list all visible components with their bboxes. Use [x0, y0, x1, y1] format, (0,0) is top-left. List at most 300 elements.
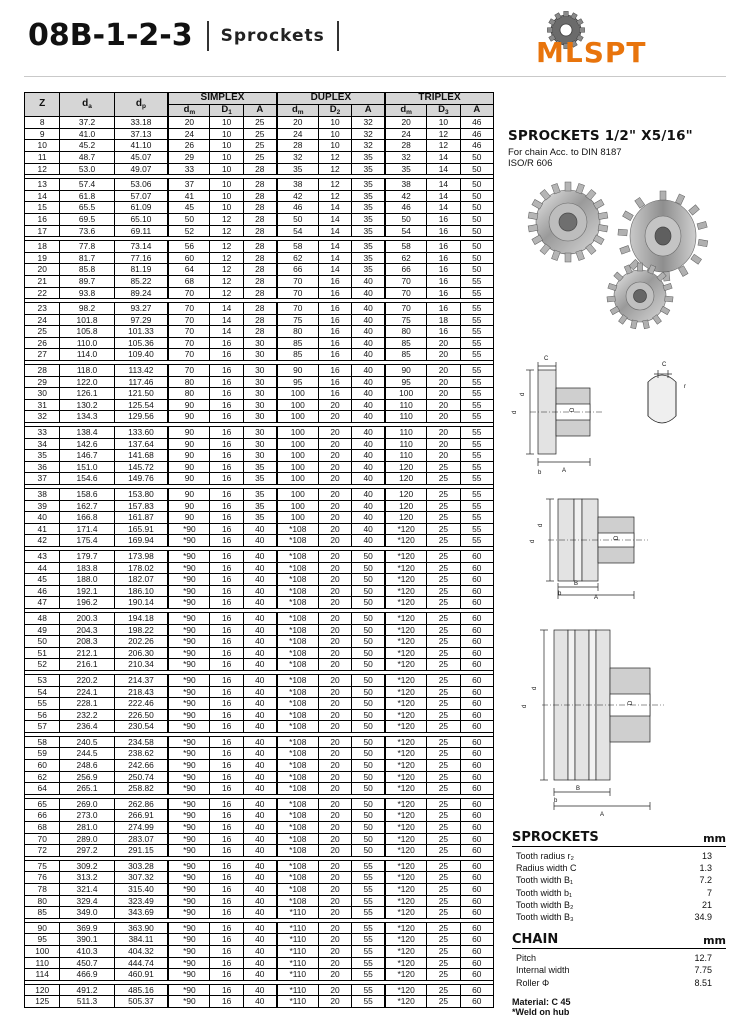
chain-spec-row-label: Roller Φ — [516, 977, 550, 988]
table-row — [25, 303, 494, 315]
label-D-1: D — [570, 407, 576, 412]
table-row — [25, 969, 494, 981]
cell-dp: 125.54 — [114, 399, 168, 411]
cell-a-triplex: 55 — [460, 489, 493, 501]
cell-dp: 291.15 — [114, 845, 168, 857]
cell-d2: 10 — [318, 128, 351, 140]
cell-a-triplex: 55 — [460, 365, 493, 377]
cell-dm-duplex: 20 — [277, 117, 319, 129]
cell-da: 183.8 — [60, 562, 114, 574]
cell-a-simplex: 40 — [243, 698, 276, 710]
table-row — [25, 612, 494, 624]
cell-a-duplex: 50 — [352, 674, 385, 686]
label-b1-1: b — [538, 470, 542, 476]
cell-dp: 222.46 — [114, 698, 168, 710]
table-row — [25, 798, 494, 810]
table-row — [25, 252, 494, 264]
cell-a-triplex: 55 — [460, 461, 493, 473]
cell-dp: 97.29 — [114, 314, 168, 326]
cell-dp: 149.76 — [114, 473, 168, 485]
cell-d3: 25 — [427, 698, 460, 710]
cell-da: 349.0 — [60, 907, 114, 919]
cell-dp: 169.94 — [114, 535, 168, 547]
cell-a-simplex: 28 — [243, 163, 276, 175]
cell-d3: 20 — [427, 376, 460, 388]
cell-dm-duplex: *108 — [277, 884, 319, 896]
label-dp-3: d — [532, 686, 538, 690]
cell-da: 98.2 — [60, 303, 114, 315]
table-row — [25, 597, 494, 609]
cell-d3: 25 — [427, 798, 460, 810]
cell-da: 297.2 — [60, 845, 114, 857]
cell-dp: 210.34 — [114, 659, 168, 671]
cell-d3: 18 — [427, 314, 460, 326]
cell-a-triplex: 55 — [460, 388, 493, 400]
cell-a-duplex: 35 — [352, 213, 385, 225]
cell-z: 9 — [25, 128, 60, 140]
cell-d2: 20 — [318, 473, 351, 485]
sprocket-spec-row-value: 7.2 — [699, 875, 712, 886]
cell-dm-simplex: *90 — [168, 674, 210, 686]
cell-a-simplex: 35 — [243, 461, 276, 473]
logo-wordmark: MLSPT — [536, 36, 647, 69]
cell-da: 126.1 — [60, 388, 114, 400]
cell-dm-duplex: *108 — [277, 624, 319, 636]
label-b1-2: b — [558, 591, 562, 597]
cell-dm-duplex: *110 — [277, 984, 319, 996]
cell-d3: 25 — [427, 523, 460, 535]
cell-a-triplex: 60 — [460, 760, 493, 772]
cell-z: 85 — [25, 907, 60, 919]
cell-d3: 25 — [427, 996, 460, 1008]
label-da-2: d — [530, 539, 536, 543]
cell-a-duplex: 40 — [352, 427, 385, 439]
label-dp-2: d — [538, 523, 544, 527]
table-row — [25, 872, 494, 884]
cell-a-duplex: 50 — [352, 562, 385, 574]
cell-d1: 16 — [210, 895, 243, 907]
cell-dm-triplex: 24 — [385, 128, 427, 140]
cell-dm-simplex: *90 — [168, 957, 210, 969]
cell-dm-duplex: *108 — [277, 760, 319, 772]
cell-a-triplex: 50 — [460, 213, 493, 225]
col-header-dm-duplex: $d_m$ — [277, 104, 319, 117]
cell-dm-triplex: *120 — [385, 597, 427, 609]
cell-d2: 12 — [318, 190, 351, 202]
table-head — [25, 93, 494, 117]
cell-a-duplex: 35 — [352, 264, 385, 276]
cell-a-triplex: 50 — [460, 163, 493, 175]
cell-da: 269.0 — [60, 798, 114, 810]
cell-da: 93.8 — [60, 287, 114, 299]
cell-z: 44 — [25, 562, 60, 574]
cell-dm-simplex: *90 — [168, 907, 210, 919]
table-row — [25, 202, 494, 214]
cell-a-duplex: 50 — [352, 647, 385, 659]
cell-a-triplex: 60 — [460, 721, 493, 733]
cell-dp: 198.22 — [114, 624, 168, 636]
cell-dm-simplex: *90 — [168, 612, 210, 624]
cell-d2: 20 — [318, 411, 351, 423]
cell-dm-duplex: *108 — [277, 647, 319, 659]
cell-d1: 16 — [210, 597, 243, 609]
cell-dm-duplex: 90 — [277, 365, 319, 377]
cell-dp: 105.36 — [114, 337, 168, 349]
cell-d2: 20 — [318, 872, 351, 884]
cell-dm-triplex: 75 — [385, 314, 427, 326]
cell-dm-duplex: *108 — [277, 860, 319, 872]
cell-dm-simplex: 70 — [168, 349, 210, 361]
cell-da: 192.1 — [60, 585, 114, 597]
cell-d3: 25 — [427, 810, 460, 822]
cell-dp: 37.13 — [114, 128, 168, 140]
cell-dm-duplex: 32 — [277, 151, 319, 163]
cell-a-duplex: 50 — [352, 624, 385, 636]
label-dp-1: d — [520, 392, 526, 396]
cell-d3: 16 — [427, 275, 460, 287]
cell-da: 41.0 — [60, 128, 114, 140]
cell-a-duplex: 32 — [352, 140, 385, 152]
cell-d3: 16 — [427, 241, 460, 253]
cell-d3: 25 — [427, 783, 460, 795]
cell-dm-duplex: *108 — [277, 822, 319, 834]
col-header-dm-simplex: $d_m$ — [168, 104, 210, 117]
cell-d2: 20 — [318, 438, 351, 450]
cell-dm-duplex: 100 — [277, 473, 319, 485]
cell-dp: 45.07 — [114, 151, 168, 163]
cell-d2: 20 — [318, 709, 351, 721]
cell-dp: 505.37 — [114, 996, 168, 1008]
cell-dm-simplex: *90 — [168, 872, 210, 884]
cell-d1: 16 — [210, 523, 243, 535]
cell-dm-triplex: *120 — [385, 748, 427, 760]
cell-z: 62 — [25, 771, 60, 783]
cell-d1: 12 — [210, 241, 243, 253]
cell-a-simplex: 40 — [243, 845, 276, 857]
cell-a-duplex: 40 — [352, 275, 385, 287]
cell-dm-duplex: *110 — [277, 969, 319, 981]
cell-a-triplex: 60 — [460, 996, 493, 1008]
chain-spec-row-value: 7.75 — [694, 965, 712, 976]
cell-a-duplex: 55 — [352, 860, 385, 872]
cell-d2: 20 — [318, 810, 351, 822]
cell-a-duplex: 55 — [352, 884, 385, 896]
cell-dp: 81.19 — [114, 264, 168, 276]
cell-dm-simplex: *90 — [168, 969, 210, 981]
cell-a-simplex: 35 — [243, 473, 276, 485]
cell-d2: 16 — [318, 326, 351, 338]
cell-d2: 20 — [318, 721, 351, 733]
cell-dp: 485.16 — [114, 984, 168, 996]
cell-dp: 242.66 — [114, 760, 168, 772]
cell-dm-simplex: 90 — [168, 512, 210, 524]
cell-d3: 25 — [427, 636, 460, 648]
cell-dm-triplex: 70 — [385, 287, 427, 299]
cell-d1: 16 — [210, 822, 243, 834]
cell-dm-triplex: 120 — [385, 461, 427, 473]
cell-dm-simplex: *90 — [168, 833, 210, 845]
cell-d1: 12 — [210, 225, 243, 237]
cell-a-triplex: 46 — [460, 128, 493, 140]
cell-d3: 25 — [427, 489, 460, 501]
cell-a-triplex: 55 — [460, 411, 493, 423]
table-row — [25, 225, 494, 237]
cell-a-triplex: 60 — [460, 884, 493, 896]
cell-d3: 25 — [427, 872, 460, 884]
cell-d1: 16 — [210, 721, 243, 733]
cell-a-simplex: 40 — [243, 686, 276, 698]
cell-z: 57 — [25, 721, 60, 733]
cell-d2: 12 — [318, 163, 351, 175]
cell-dm-simplex: 70 — [168, 314, 210, 326]
cell-d1: 16 — [210, 512, 243, 524]
drawing-simplex-section — [508, 352, 730, 477]
cell-dm-duplex: 100 — [277, 399, 319, 411]
cell-d1: 16 — [210, 624, 243, 636]
cell-dm-simplex: *90 — [168, 810, 210, 822]
cell-da: 224.1 — [60, 686, 114, 698]
cell-dp: 133.60 — [114, 427, 168, 439]
cell-z: 100 — [25, 945, 60, 957]
sprocket-spec-row-value: 34.9 — [694, 912, 712, 923]
cell-a-duplex: 50 — [352, 798, 385, 810]
cell-a-triplex: 60 — [460, 872, 493, 884]
cell-d1: 16 — [210, 612, 243, 624]
cell-dm-triplex: *120 — [385, 822, 427, 834]
cell-d3: 25 — [427, 957, 460, 969]
table-row — [25, 264, 494, 276]
cell-da: 61.8 — [60, 190, 114, 202]
cell-d1: 10 — [210, 128, 243, 140]
cell-z: 72 — [25, 845, 60, 857]
cell-dm-duplex: *108 — [277, 659, 319, 671]
cell-a-duplex: 50 — [352, 659, 385, 671]
col-header-da: $d_a$ — [60, 93, 114, 117]
cell-da: 101.8 — [60, 314, 114, 326]
cell-dm-simplex: *90 — [168, 945, 210, 957]
cell-dm-simplex: 60 — [168, 252, 210, 264]
cell-dp: 49.07 — [114, 163, 168, 175]
cell-d2: 20 — [318, 996, 351, 1008]
cell-d1: 16 — [210, 833, 243, 845]
cell-dm-simplex: *90 — [168, 996, 210, 1008]
cell-d1: 12 — [210, 213, 243, 225]
cell-d3: 25 — [427, 550, 460, 562]
cell-a-duplex: 35 — [352, 202, 385, 214]
cell-dm-triplex: 100 — [385, 388, 427, 400]
cell-dp: 274.99 — [114, 822, 168, 834]
cell-dp: 153.80 — [114, 489, 168, 501]
sprocket-spec-row-value: 21 — [701, 899, 712, 910]
cell-dm-duplex: 100 — [277, 500, 319, 512]
cell-d3: 25 — [427, 562, 460, 574]
cell-a-triplex: 60 — [460, 984, 493, 996]
cell-z: 75 — [25, 860, 60, 872]
cell-da: 69.5 — [60, 213, 114, 225]
cell-dm-simplex: *90 — [168, 845, 210, 857]
cell-a-simplex: 40 — [243, 957, 276, 969]
cell-z: 27 — [25, 349, 60, 361]
cell-a-simplex: 30 — [243, 438, 276, 450]
cell-d2: 20 — [318, 512, 351, 524]
cell-da: 146.7 — [60, 450, 114, 462]
cell-d1: 16 — [210, 562, 243, 574]
cell-a-simplex: 40 — [243, 624, 276, 636]
cell-d3: 25 — [427, 907, 460, 919]
cell-a-triplex: 60 — [460, 550, 493, 562]
cell-a-triplex: 60 — [460, 845, 493, 857]
table-row — [25, 438, 494, 450]
cell-z: 90 — [25, 922, 60, 934]
label-D2-1: D — [614, 535, 620, 540]
table-row — [25, 151, 494, 163]
cell-z: 36 — [25, 461, 60, 473]
cell-dm-simplex: 70 — [168, 287, 210, 299]
cell-a-triplex: 60 — [460, 922, 493, 934]
cell-d1: 16 — [210, 550, 243, 562]
cell-a-duplex: 55 — [352, 934, 385, 946]
cell-d2: 14 — [318, 225, 351, 237]
cell-a-triplex: 55 — [460, 376, 493, 388]
cell-a-triplex: 60 — [460, 945, 493, 957]
cell-da: 466.9 — [60, 969, 114, 981]
cell-a-triplex: 55 — [460, 314, 493, 326]
cell-z: 29 — [25, 376, 60, 388]
spec-summary-box — [512, 830, 726, 1017]
cell-dm-simplex: *90 — [168, 895, 210, 907]
cell-da: 85.8 — [60, 264, 114, 276]
cell-dp: 33.18 — [114, 117, 168, 129]
cell-dm-simplex: *90 — [168, 934, 210, 946]
cell-a-simplex: 40 — [243, 822, 276, 834]
cell-dm-duplex: 70 — [277, 275, 319, 287]
cell-d3: 25 — [427, 945, 460, 957]
cell-dm-simplex: 80 — [168, 388, 210, 400]
cell-dm-triplex: *120 — [385, 674, 427, 686]
cell-a-triplex: 60 — [460, 736, 493, 748]
cell-a-triplex: 60 — [460, 969, 493, 981]
cell-dp: 109.40 — [114, 349, 168, 361]
cell-z: 65 — [25, 798, 60, 810]
table-row — [25, 833, 494, 845]
cell-a-simplex: 40 — [243, 721, 276, 733]
cell-dm-simplex: *90 — [168, 884, 210, 896]
group-header-simplex: SIMPLEX — [168, 93, 276, 105]
cell-a-simplex: 40 — [243, 872, 276, 884]
cell-dm-simplex: 90 — [168, 427, 210, 439]
cell-a-triplex: 60 — [460, 585, 493, 597]
cell-da: 309.2 — [60, 860, 114, 872]
cell-a-triplex: 60 — [460, 698, 493, 710]
table-row — [25, 213, 494, 225]
cell-z: 21 — [25, 275, 60, 287]
cell-a-triplex: 55 — [460, 450, 493, 462]
cell-a-simplex: 40 — [243, 597, 276, 609]
cell-da: 130.2 — [60, 399, 114, 411]
sprocket-spec-row — [512, 911, 726, 923]
cell-d2: 16 — [318, 388, 351, 400]
sprocket-spec-row-label: Tooth radius r₂ — [516, 851, 575, 861]
cell-dm-triplex: *120 — [385, 612, 427, 624]
cell-z: 33 — [25, 427, 60, 439]
cell-dm-duplex: 80 — [277, 326, 319, 338]
cell-dp: 404.32 — [114, 945, 168, 957]
cell-d2: 20 — [318, 450, 351, 462]
cell-a-simplex: 28 — [243, 303, 276, 315]
cell-dm-duplex: 100 — [277, 461, 319, 473]
cell-dm-duplex: *108 — [277, 798, 319, 810]
cell-d3: 25 — [427, 748, 460, 760]
cell-d2: 20 — [318, 647, 351, 659]
cell-da: 228.1 — [60, 698, 114, 710]
cell-dm-triplex: *120 — [385, 585, 427, 597]
table-row — [25, 500, 494, 512]
cell-da: 154.6 — [60, 473, 114, 485]
cell-a-triplex: 60 — [460, 957, 493, 969]
cell-dm-simplex: 68 — [168, 275, 210, 287]
cell-d2: 20 — [318, 922, 351, 934]
cell-z: 70 — [25, 833, 60, 845]
chain-spec-rows — [512, 952, 726, 989]
cell-a-triplex: 60 — [460, 822, 493, 834]
cell-dm-triplex: *120 — [385, 934, 427, 946]
cell-dm-triplex: *120 — [385, 907, 427, 919]
cell-a-simplex: 40 — [243, 945, 276, 957]
cell-a-duplex: 40 — [352, 349, 385, 361]
cell-d1: 16 — [210, 922, 243, 934]
chain-spec-row — [512, 977, 726, 989]
cell-d2: 14 — [318, 241, 351, 253]
cell-a-simplex: 30 — [243, 411, 276, 423]
cell-d1: 12 — [210, 287, 243, 299]
cell-d3: 25 — [427, 461, 460, 473]
cell-da: 329.4 — [60, 895, 114, 907]
cell-dm-duplex: 50 — [277, 213, 319, 225]
cell-dm-triplex: 95 — [385, 376, 427, 388]
cell-a-duplex: 35 — [352, 179, 385, 191]
cell-a-triplex: 60 — [460, 597, 493, 609]
cell-a-triplex: 55 — [460, 326, 493, 338]
cell-z: 17 — [25, 225, 60, 237]
cell-da: 289.0 — [60, 833, 114, 845]
cell-a-simplex: 40 — [243, 771, 276, 783]
cell-a-simplex: 25 — [243, 140, 276, 152]
cell-a-simplex: 30 — [243, 399, 276, 411]
cell-d1: 16 — [210, 771, 243, 783]
cell-a-duplex: 50 — [352, 771, 385, 783]
cell-d1: 16 — [210, 636, 243, 648]
cell-a-simplex: 40 — [243, 798, 276, 810]
cell-a-simplex: 35 — [243, 512, 276, 524]
cell-a-triplex: 60 — [460, 686, 493, 698]
cell-d3: 16 — [427, 225, 460, 237]
cell-dm-simplex: 50 — [168, 213, 210, 225]
cell-dm-triplex: *120 — [385, 550, 427, 562]
cell-dm-triplex: 38 — [385, 179, 427, 191]
cell-dm-simplex: *90 — [168, 822, 210, 834]
cell-da: 265.1 — [60, 783, 114, 795]
table-row — [25, 822, 494, 834]
cell-da: 162.7 — [60, 500, 114, 512]
cell-z: 35 — [25, 450, 60, 462]
table-row — [25, 659, 494, 671]
cell-d1: 10 — [210, 202, 243, 214]
cell-dm-simplex: *90 — [168, 783, 210, 795]
table-row — [25, 550, 494, 562]
cell-dm-simplex: *90 — [168, 597, 210, 609]
cell-a-triplex: 60 — [460, 709, 493, 721]
cell-a-duplex: 50 — [352, 636, 385, 648]
